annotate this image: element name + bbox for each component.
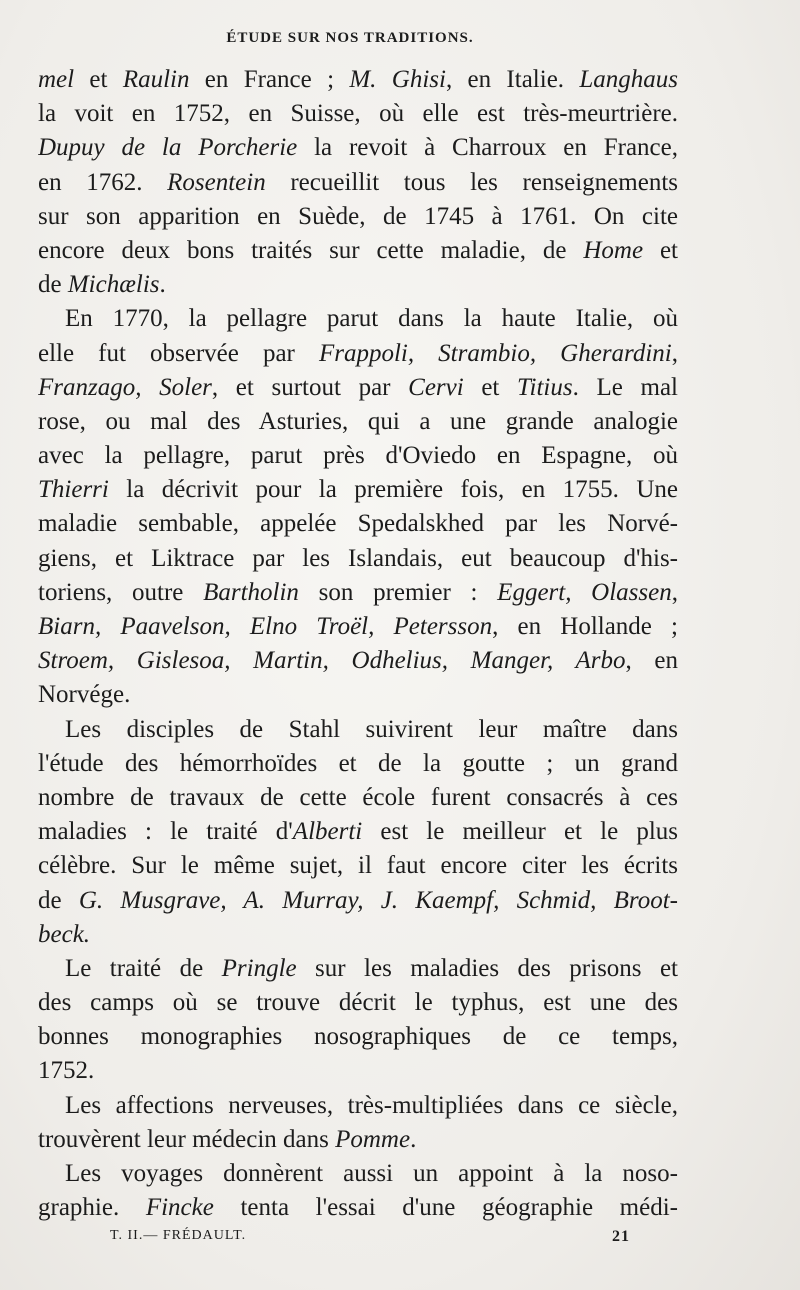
text-line bbox=[38, 542, 678, 576]
text-line bbox=[38, 302, 678, 336]
italic-name: Pringle bbox=[221, 954, 297, 982]
italic-name: Dupuy de la Porcherie bbox=[38, 134, 298, 162]
text-run: Les affections nerveuses, très-multipliées dans ce siècle, bbox=[65, 1091, 678, 1119]
text-run: , en Hollande ; bbox=[492, 613, 678, 640]
text-line bbox=[38, 918, 678, 952]
italic-name: Biarn, Paavelson, Elno Troël, Petersson bbox=[38, 613, 493, 640]
text-run: Le traité de bbox=[65, 954, 222, 982]
italic-name: Alberti bbox=[292, 818, 363, 846]
text-line bbox=[38, 952, 678, 986]
text-line bbox=[38, 166, 678, 200]
italic-name: Eggert, Olassen bbox=[497, 578, 672, 606]
text-run: toriens, outre bbox=[38, 578, 204, 606]
text-line bbox=[38, 678, 678, 712]
italic-name: Home bbox=[583, 236, 644, 264]
body-text bbox=[38, 63, 678, 1225]
text-run: rose, ou mal des Asturies, qui a une grande analogie bbox=[38, 407, 678, 435]
text-run: avec la pellagre, parut près d'Oviedo en Espagne, où bbox=[38, 442, 678, 470]
text-run: maladie sembable, appelée Spedalskhed par les Norvé- bbox=[38, 510, 678, 538]
page-number: 21 bbox=[612, 1228, 630, 1245]
text-run: de bbox=[38, 271, 68, 299]
text-line bbox=[38, 439, 678, 473]
text-line bbox=[38, 815, 678, 849]
italic-name: M. Ghisi bbox=[349, 66, 446, 93]
italic-name: Michælis bbox=[67, 271, 160, 299]
text-run: , bbox=[671, 578, 678, 606]
text-run: En 1770, la pellagre parut dans la haute Italie, où bbox=[65, 305, 678, 333]
text-run: sur les maladies des prisons et bbox=[296, 954, 678, 982]
italic-name: Franzago, Soler bbox=[38, 373, 212, 401]
text-line bbox=[38, 1020, 678, 1054]
text-run: , et surtout par bbox=[211, 373, 409, 401]
italic-name: Stroem, Gislesoa, Martin, Odhelius, Manger, Arbo bbox=[38, 647, 626, 675]
text-line bbox=[38, 337, 678, 371]
text-line bbox=[38, 507, 678, 541]
text-run: , en Italie. bbox=[445, 66, 580, 93]
text-run: . bbox=[410, 1125, 417, 1153]
italic-name: Bartholin bbox=[203, 578, 299, 606]
text-run: . Le mal bbox=[572, 373, 678, 401]
text-run: Norvége. bbox=[38, 681, 131, 709]
italic-name: Cervi bbox=[408, 373, 464, 401]
text-run: en 1762. bbox=[38, 168, 168, 196]
text-line bbox=[38, 268, 678, 302]
text-line bbox=[38, 131, 678, 165]
text-run: et bbox=[74, 66, 123, 93]
text-run: , bbox=[671, 339, 678, 367]
text-run: l'étude des hémorrhoïdes et de la goutte ; un grand bbox=[38, 749, 678, 777]
text-line bbox=[38, 234, 678, 268]
italic-name: Pomme bbox=[335, 1125, 411, 1153]
italic-name: Thierri bbox=[38, 476, 109, 504]
text-run: tenta l'essai d'une géographie médi- bbox=[213, 1194, 678, 1222]
printer-signature: T. II.— FRÉDAULT. bbox=[110, 1228, 247, 1243]
text-line bbox=[38, 1089, 678, 1123]
text-run: de bbox=[38, 886, 79, 914]
italic-name: Raulin bbox=[122, 66, 190, 93]
text-line bbox=[38, 747, 678, 781]
text-run: Les voyages donnèrent aussi un appoint à la noso- bbox=[65, 1160, 678, 1187]
text-line bbox=[38, 576, 678, 610]
text-line bbox=[38, 473, 678, 507]
text-line bbox=[38, 1123, 678, 1157]
text-run: son premier : bbox=[298, 578, 498, 606]
text-line bbox=[38, 713, 678, 747]
italic-name: Titius bbox=[517, 373, 573, 401]
text-line bbox=[38, 644, 678, 678]
text-run: la voit en 1752, en Suisse, où elle est très-meurtrière. bbox=[38, 100, 678, 128]
text-run: Les disciples de Stahl suivirent leur maître dans bbox=[65, 715, 678, 743]
text-run: célèbre. Sur le même sujet, il faut encore citer les écrits bbox=[38, 852, 678, 880]
text-run: est le meilleur et le plus bbox=[362, 818, 678, 846]
text-line bbox=[38, 405, 678, 439]
text-line bbox=[38, 849, 678, 883]
text-run: , en bbox=[625, 647, 678, 675]
text-run: bonnes monographies nosographiques de ce temps, bbox=[38, 1023, 678, 1051]
text-line bbox=[38, 1191, 678, 1225]
text-run: la revoit à Charroux en France, bbox=[297, 134, 678, 162]
text-line bbox=[38, 781, 678, 815]
text-line bbox=[38, 1054, 678, 1088]
text-line bbox=[38, 97, 678, 131]
italic-name: Fincke bbox=[145, 1194, 214, 1222]
italic-name: G. Musgrave, A. Murray, J. Kaempf, Schmid, Broot- bbox=[78, 886, 678, 914]
text-line bbox=[38, 986, 678, 1020]
text-line bbox=[38, 63, 678, 97]
text-run: recueillit tous les renseignements bbox=[265, 168, 678, 196]
text-line bbox=[38, 371, 678, 405]
text-line bbox=[38, 1157, 678, 1191]
text-run: sur son apparition en Suède, de 1745 à 1761. On cite bbox=[38, 202, 678, 230]
text-run: 1752. bbox=[38, 1057, 95, 1085]
text-run: maladies : le traité d' bbox=[38, 818, 293, 846]
text-run: elle fut observée par bbox=[38, 339, 319, 367]
text-run: nombre de travaux de cette école furent consacrés à ces bbox=[38, 783, 678, 811]
text-run: encore deux bons traités sur cette maladie, de bbox=[38, 236, 584, 264]
running-header: ÉTUDE SUR NOS TRADITIONS. bbox=[226, 30, 474, 46]
text-run: trouvèrent leur médecin dans bbox=[38, 1125, 336, 1153]
text-run: . bbox=[159, 271, 166, 299]
text-run: graphie. bbox=[38, 1194, 146, 1222]
text-line bbox=[38, 200, 678, 234]
text-run: la décrivit pour la première fois, en 1755. Une bbox=[108, 476, 678, 504]
text-run: giens, et Liktrace par les Islandais, eut beaucoup d'his- bbox=[38, 544, 678, 572]
text-run: et bbox=[643, 236, 678, 264]
italic-name: Rosentein bbox=[167, 168, 266, 196]
page-footer bbox=[110, 1228, 630, 1244]
italic-name: beck. bbox=[38, 920, 91, 948]
italic-name: mel bbox=[38, 66, 75, 93]
text-run: en France ; bbox=[189, 66, 350, 93]
text-run: des camps où se trouve décrit le typhus, est une des bbox=[38, 989, 678, 1017]
text-line bbox=[38, 884, 678, 918]
text-run: et bbox=[463, 373, 518, 401]
text-line bbox=[38, 610, 678, 644]
italic-name: Langhaus bbox=[579, 66, 678, 93]
italic-name: Frappoli, Strambio, Gherardini bbox=[318, 339, 672, 367]
